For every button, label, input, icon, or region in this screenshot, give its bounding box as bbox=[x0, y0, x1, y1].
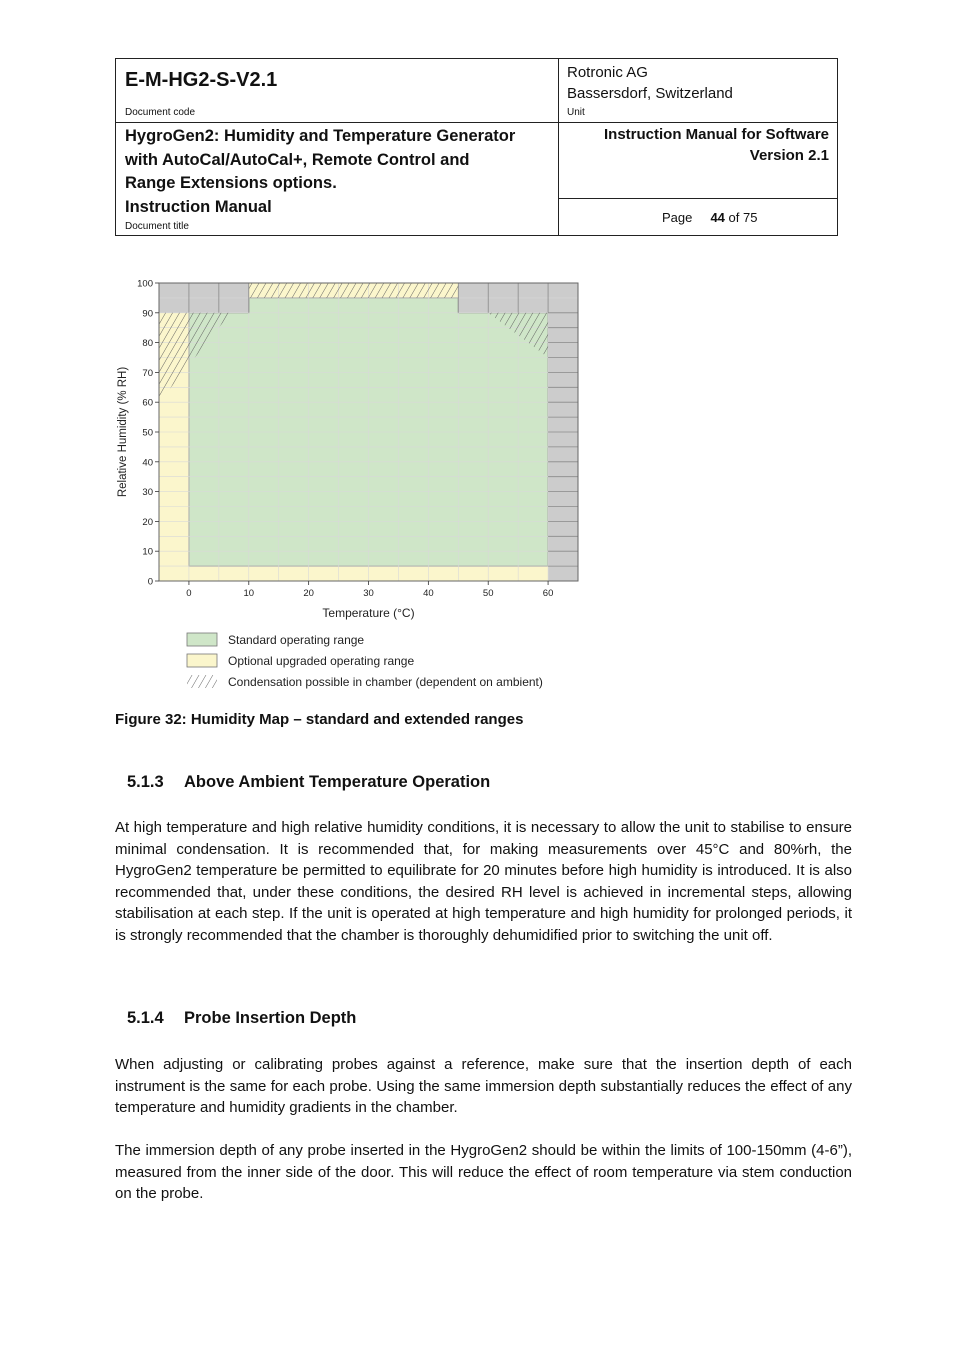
page-indicator bbox=[662, 210, 757, 225]
y-tick-label: 30 bbox=[142, 487, 153, 499]
y-tick-label: 80 bbox=[142, 338, 153, 350]
paragraph: The immersion depth of any probe inserted in the HygroGen2 should be within the limits of 100-150mm (4-6”), measured from the inner side of the door. This will reduce the effect of room temperature via stem conduction on the probe. bbox=[115, 1142, 852, 1202]
title-line: Range Extensions options. bbox=[125, 174, 337, 192]
unit-name bbox=[567, 62, 733, 104]
x-axis-label: Temperature (°C) bbox=[322, 606, 415, 620]
title-line: Instruction Manual bbox=[125, 197, 272, 216]
legend-swatch bbox=[187, 675, 217, 688]
y-axis-label: Relative Humidity (% RH) bbox=[117, 366, 129, 498]
document-code: E-M-HG2-S-V2.1 bbox=[125, 69, 278, 91]
y-tick-label: 70 bbox=[142, 367, 153, 379]
legend-swatch bbox=[187, 654, 217, 667]
humidity-map-chart bbox=[100, 270, 580, 695]
header-divider bbox=[116, 122, 837, 123]
title-line: HygroGen2: Humidity and Temperature Generator bbox=[125, 127, 516, 145]
paragraph: When adjusting or calibrating probes against a reference, make sure that the insertion depth of each instrument is the same for each probe. Using the same immersion depth substantially reduces the effect of any temperature and humidity gradients in the chamber. bbox=[115, 1056, 852, 1116]
manual-version: Version 2.1 bbox=[749, 147, 829, 164]
header-divider bbox=[558, 59, 559, 235]
x-tick-label: 20 bbox=[303, 588, 314, 599]
company-name: Rotronic AG bbox=[567, 64, 648, 81]
unit-label: Unit bbox=[567, 107, 585, 118]
document-header bbox=[115, 58, 838, 236]
section-heading bbox=[127, 1009, 356, 1028]
y-tick-label: 40 bbox=[142, 457, 153, 469]
legend-label: Optional upgraded operating range bbox=[228, 654, 415, 668]
y-tick-label: 90 bbox=[142, 308, 153, 320]
x-tick-label: 10 bbox=[243, 588, 255, 599]
x-tick-label: 60 bbox=[542, 588, 554, 599]
y-tick-label: 50 bbox=[142, 427, 153, 439]
legend-label: Standard operating range bbox=[228, 633, 365, 647]
company-location: Bassersdorf, Switzerland bbox=[567, 85, 733, 102]
header-divider bbox=[558, 198, 838, 199]
document-code-label: Document code bbox=[125, 107, 196, 118]
figure-caption: Figure 32: Humidity Map – standard and extended ranges bbox=[115, 711, 524, 728]
document-title-label: Document title bbox=[125, 221, 189, 232]
y-tick-label: 20 bbox=[142, 516, 153, 528]
y-tick-label: 60 bbox=[142, 397, 153, 409]
manual-title bbox=[567, 124, 829, 166]
page-label: Page bbox=[662, 210, 693, 225]
x-tick-label: 30 bbox=[363, 588, 374, 599]
section-heading bbox=[127, 773, 490, 792]
manual-title-line: Instruction Manual for Software bbox=[603, 126, 829, 143]
section-number: 5.1.4 bbox=[127, 1009, 164, 1027]
x-tick-label: 40 bbox=[423, 588, 434, 599]
y-tick-label: 100 bbox=[137, 278, 153, 290]
x-tick-label: 0 bbox=[186, 588, 192, 599]
y-tick-label: 10 bbox=[142, 546, 153, 558]
legend-label: Condensation possible in chamber (dependent on ambient) bbox=[228, 675, 543, 689]
section-title: Above Ambient Temperature Operation bbox=[184, 773, 491, 791]
title-line: with AutoCal/AutoCal+, Remote Control and bbox=[125, 150, 470, 169]
legend-swatch bbox=[187, 633, 217, 646]
y-tick-label: 0 bbox=[147, 576, 153, 588]
paragraph: At high temperature and high relative humidity conditions, it is necessary to allow the unit to stabilise to ensure minimal condensation. It is recommended that, for making measurements over 45°C and 80%rh, the HygroGen2 temperature be permitted to equilibrate for 20 minutes before high humidity is introduced. It is also recommended that, under these conditions, the desired RH level is achieved in incremental steps, allowing stabilisation at each step. If the unit is operated at high temperature and high humidity for prolonged periods, it is strongly recommended that the chamber is thoroughly dehumidified prior to switching the unit off. bbox=[115, 819, 852, 944]
condensation-area bbox=[249, 283, 458, 298]
page-number: 44 bbox=[710, 210, 725, 225]
document-title bbox=[125, 125, 515, 219]
section-number: 5.1.3 bbox=[127, 773, 164, 791]
x-tick-label: 50 bbox=[482, 588, 494, 599]
humidity-map-figure bbox=[100, 270, 580, 700]
page-total: of 75 bbox=[728, 210, 758, 225]
section-title: Probe Insertion Depth bbox=[184, 1009, 357, 1027]
